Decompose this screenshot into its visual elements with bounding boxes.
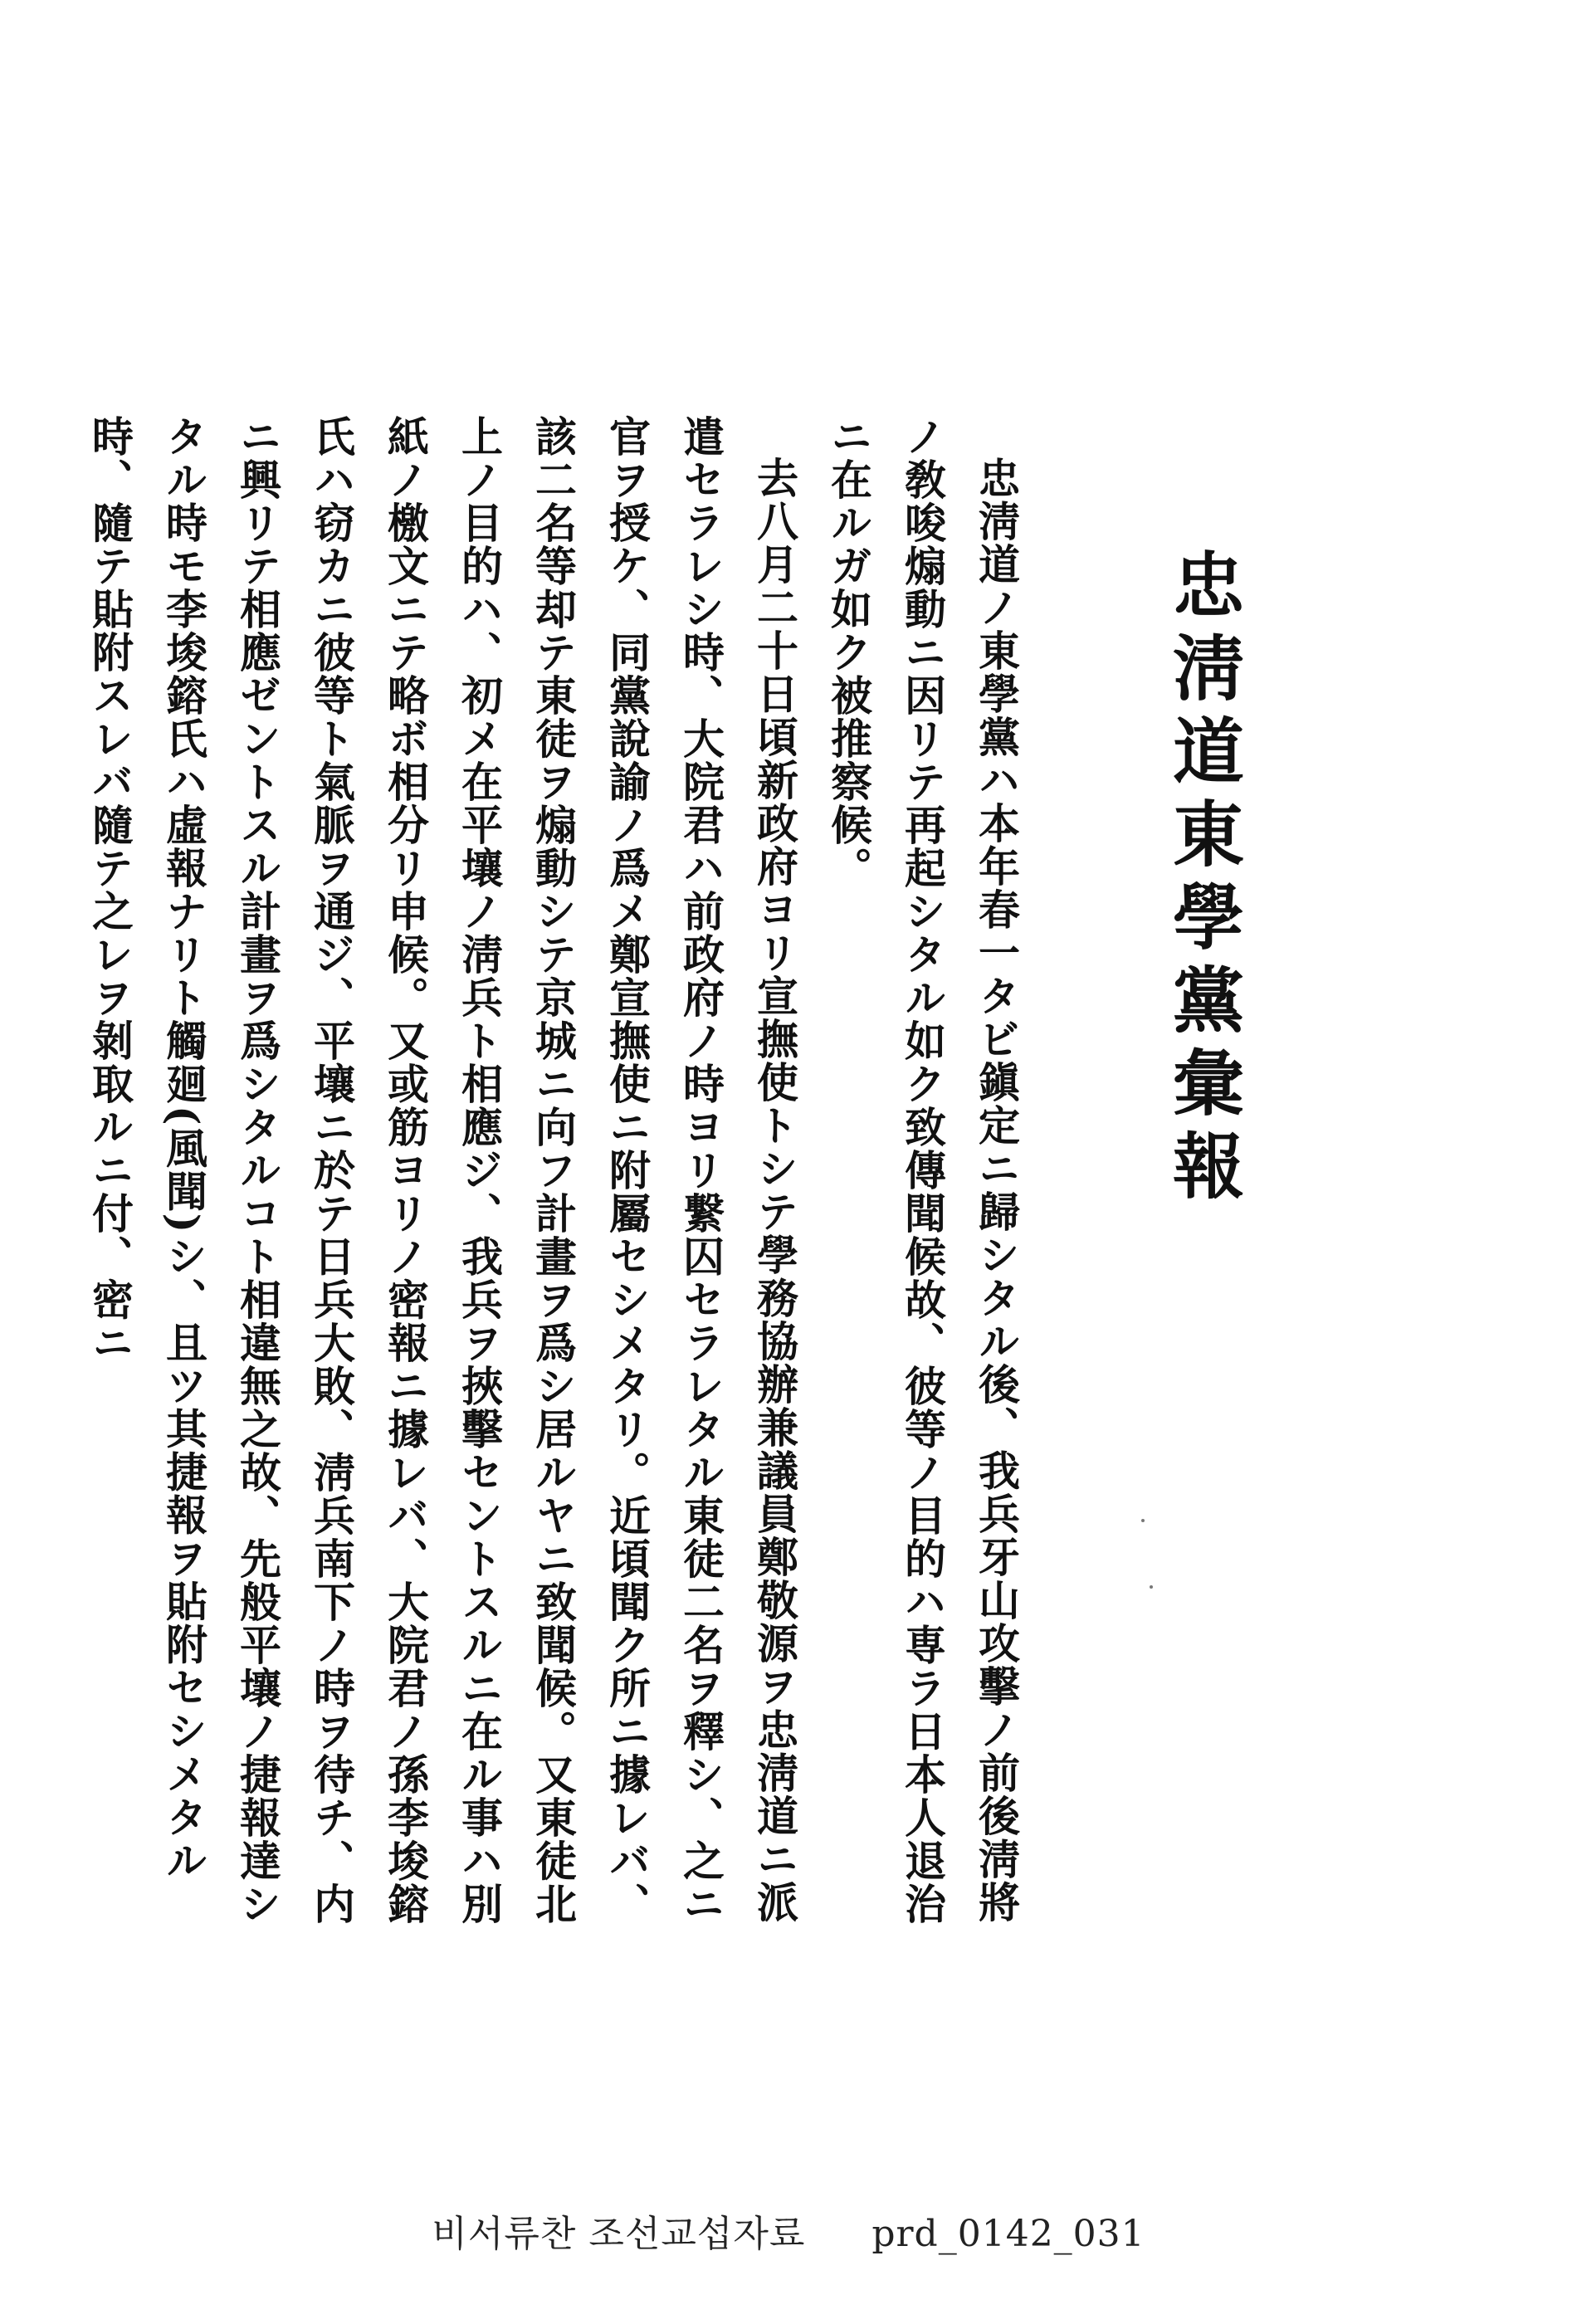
body-paragraph: 忠淸道ノ東學黨ハ本年春一タビ鎭定ニ歸シタル後、我兵牙山攻擊ノ前後淸將ノ敎唆煽動ニ因リテ再起シタル如ク致傳聞候故、彼等ノ目的ハ専ラ日本人退治ニ在ルガ如ク被推察候。 xyxy=(824,415,1021,1926)
body-paragraph: 去八月二十日頃新政府ヨリ宣撫使トシテ學務協辦兼議員鄭敬源ヲ忠淸道ニ派遣セラレシ時、大院君ハ前政府ノ時ヨリ繋囚セラレタル東徒二名ヲ釋シ、之ニ官ヲ授ケ、同黨說諭ノ爲メ鄭宣撫使ニ附屬セシメタリ。近頃聞ク所ニ據レバ、該二名等却テ東徒ヲ煽動シテ京城ニ向フ計畫ヲ爲シ居ルヤニ致聞候。又東徒北上ノ目的ハ、初メ在平壤ノ淸兵ト相應ジ、我兵ヲ挾擊セントスルニ在ル事ハ別紙ノ檄文ニテ略ボ相分リ申候。又或筋ヨリノ密報ニ據レバ、大院君ノ孫李埈鎔氏ハ窃カニ彼等ト氣脈ヲ通ジ、平壤ニ於テ日兵大敗、淸兵南下ノ時ヲ待チ、内ニ興リテ相應ゼントスル計畫ヲ爲シタルコト相違無之故、先般平壤ノ捷報達シタル時モ李埈鎔氏ハ虛報ナリト觸廻(風聞)シ、且ツ其捷報ヲ貼附セシメタル時、隨テ貼附スレバ隨テ之レヲ剝取ルニ付、密ニ xyxy=(85,415,799,1926)
footer-page-id: prd_0142_031 xyxy=(872,2213,1145,2255)
document-title: 忠淸道東學黨彙報 xyxy=(1160,548,1244,1212)
footer-collection-label: 비서류찬 조선교섭자료 xyxy=(432,2213,806,2255)
scan-speck xyxy=(1150,1585,1153,1589)
document-body xyxy=(73,415,1033,1950)
scan-speck xyxy=(1141,1519,1145,1522)
page-footer xyxy=(0,2204,1577,2257)
